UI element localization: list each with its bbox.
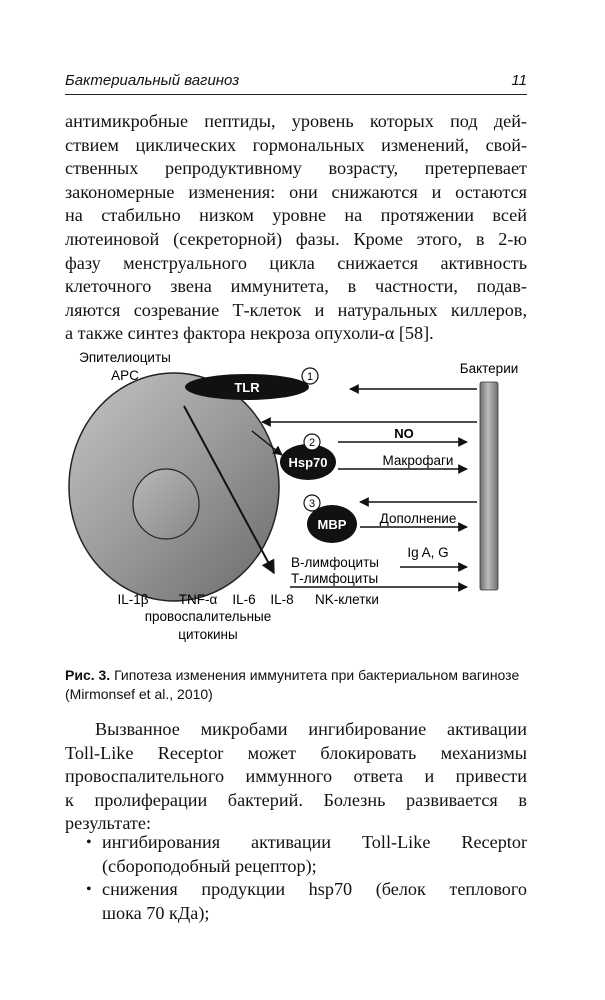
cytokines-line1: провоспалительные	[144, 609, 272, 624]
caption-text: Гипотеза изменения иммунитета при бактериальном вагинозе	[114, 667, 520, 683]
bullet-marker: •	[86, 881, 92, 899]
macrophages-label: Макрофаги	[382, 453, 454, 468]
hsp70-label: Hsp70	[288, 455, 328, 470]
cytokines-line2: цитокины	[178, 627, 238, 642]
text-line: (сбороподобный рецептор);	[102, 855, 317, 876]
mbp-label: MBP	[317, 517, 347, 532]
complement-label: Дополнение	[379, 511, 457, 526]
list-item	[86, 878, 527, 925]
text-line: провоспалительного иммунного ответа и привести	[65, 766, 527, 787]
paragraph-1	[65, 110, 527, 346]
running-header	[65, 68, 527, 95]
tlr-label: TLR	[234, 380, 260, 395]
no-label: NO	[394, 426, 414, 441]
text-line: результате:	[65, 813, 152, 834]
nk-label: NK-клетки	[315, 592, 379, 607]
cell-label-line2: APC	[111, 368, 139, 383]
text-line: ляются созревание Т-клеток и натуральных киллеров,	[65, 299, 527, 320]
page-number: 11	[511, 72, 527, 89]
tnf-label: TNF-α	[178, 592, 218, 607]
il8-label: IL-8	[270, 592, 294, 607]
text-line: а также синтез фактора некроза опухоли-α [58].	[65, 323, 434, 344]
bullet-marker: •	[86, 834, 92, 851]
cell-label-line1: Эпителиоциты	[79, 350, 171, 365]
figure-caption	[65, 666, 535, 704]
caption-label: Рис. 3.	[65, 667, 111, 683]
number-3: 3	[308, 498, 316, 510]
bacteria-bar	[480, 382, 498, 590]
figure-diagram	[62, 344, 532, 644]
b-lymph-label: В-лимфоциты	[291, 555, 379, 570]
paragraph-2	[65, 718, 527, 836]
text-line: клеточного звена иммунитета, в частности, подав-	[65, 276, 527, 297]
text-line: на стабильно низком уровне на протяжении всей	[65, 205, 527, 226]
cell-nucleus	[133, 469, 199, 539]
text-line: лютеиновой (секреторной) фазы. Кроме этого, в 2-ю	[65, 228, 527, 249]
ig-label: Ig A, G	[407, 545, 449, 560]
text-line: антимикробные пептиды, уровень которых под дей-	[65, 111, 527, 131]
text-line: фазу менструального цикла снижается активность	[65, 252, 527, 273]
list-item	[86, 831, 527, 878]
text-line: закономерные изменения: они снижаются и остаются	[65, 181, 527, 202]
bullet-list	[86, 831, 527, 925]
header-title: Бактериальный вагиноз	[65, 72, 240, 89]
text-line: к пролиферации бактерий. Болезнь развивается в	[65, 789, 527, 810]
text-line: Вызванное микробами ингибирование активации	[95, 719, 527, 739]
text-line: ингибирования активации Toll-Like Receptor	[102, 832, 527, 852]
il6-label: IL-6	[232, 592, 256, 607]
text-line: ствием циклических гормональных изменений, свой-	[65, 134, 527, 155]
text-line: Toll-Like Receptor может блокировать механизмы	[65, 742, 527, 763]
text-line: шока 70 кДа);	[102, 902, 210, 923]
text-line: ственных репродуктивному возрасту, претерпевает	[65, 158, 527, 179]
bacteria-label: Бактерии	[459, 361, 519, 376]
caption-citation: (Mirmonsef et al., 2010)	[65, 686, 213, 702]
number-1: 1	[306, 371, 314, 383]
t-lymph-label: Т-лимфоциты	[291, 571, 379, 586]
number-2: 2	[308, 437, 316, 449]
immunity-hypothesis-figure	[62, 344, 532, 644]
il1-label: IL-1β	[117, 592, 149, 607]
text-line: снижения продукции hsp70 (белок теплового	[102, 879, 527, 900]
